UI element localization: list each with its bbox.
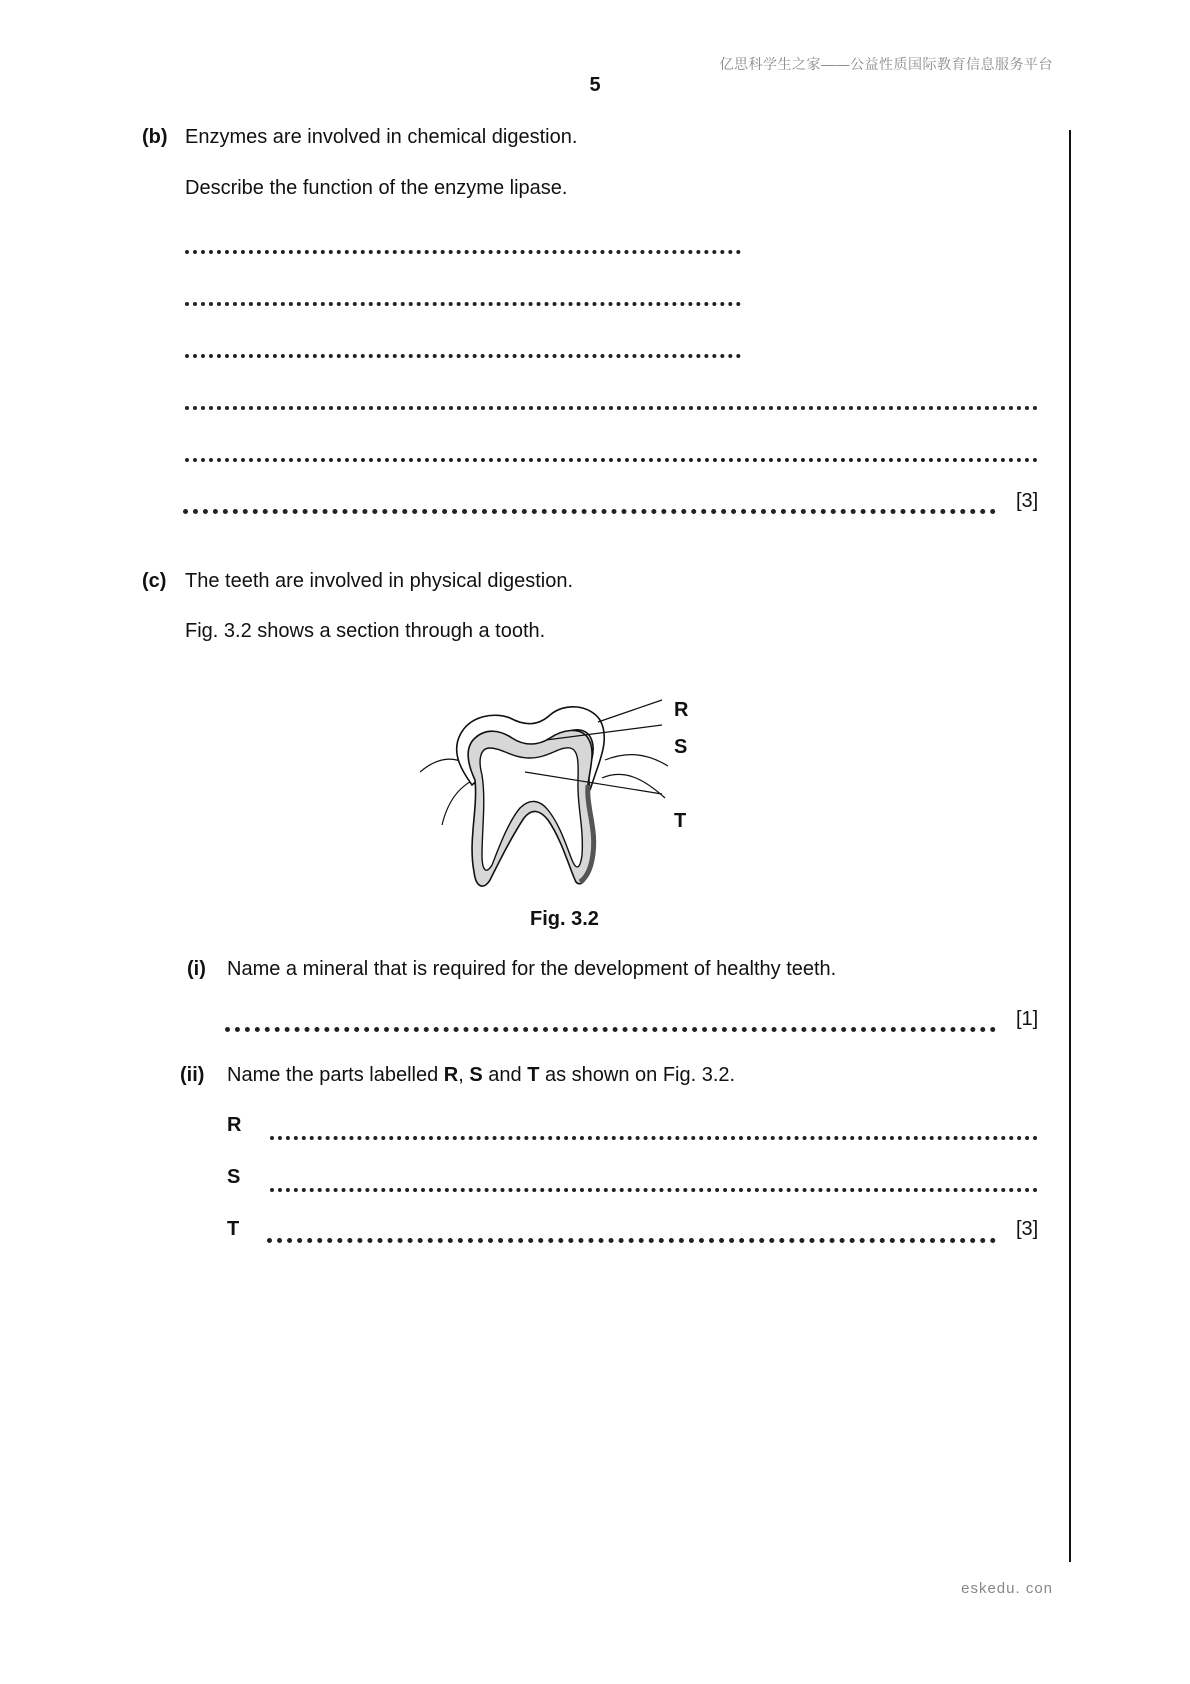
answer-label-t: T (227, 1218, 240, 1240)
page-number: 5 (589, 74, 601, 96)
answer-line-s[interactable] (270, 1188, 1038, 1192)
part-c-figure-intro: Fig. 3.2 shows a section through a tooth. (185, 620, 546, 642)
question-label-b: (b) (142, 126, 168, 148)
marks-c-i: [1] (1016, 1008, 1039, 1030)
part-b-statement: Enzymes are involved in chemical digestion. (185, 126, 578, 148)
answer-line-b-6[interactable] (183, 509, 996, 514)
footer-site: eskedu. con (961, 1580, 1053, 1597)
q-letter-s: S (469, 1064, 483, 1086)
q-letter-t: T (527, 1064, 540, 1086)
answer-line-r[interactable] (270, 1136, 1038, 1140)
answer-line-c-i[interactable] (225, 1027, 996, 1032)
marks-c-ii: [3] (1016, 1218, 1039, 1240)
part-c-i-question: Name a mineral that is required for the development of healthy teeth. (227, 958, 837, 980)
q-part2: as shown on Fig. 3.2. (539, 1064, 736, 1086)
figure-caption: Fig. 3.2 (530, 908, 599, 930)
fig-label-r: R (674, 699, 689, 721)
q-part1: Name the parts labelled (227, 1064, 444, 1086)
answer-label-s: S (227, 1166, 241, 1188)
part-c-ii-question (227, 1064, 735, 1087)
leader-line-r (598, 700, 662, 722)
answer-line-b-2[interactable] (185, 302, 741, 306)
answer-line-t[interactable] (267, 1238, 996, 1243)
q-comma: , (458, 1064, 470, 1086)
part-c-statement: The teeth are involved in physical digestion. (185, 570, 574, 592)
fig-label-t: T (674, 810, 687, 832)
answer-line-b-4[interactable] (185, 406, 1038, 410)
marks-b: [3] (1016, 490, 1039, 512)
question-label-c: (c) (142, 570, 167, 592)
part-b-instruction: Describe the function of the enzyme lipase. (185, 177, 568, 199)
tooth-diagram (420, 660, 740, 910)
answer-line-b-3[interactable] (185, 354, 741, 358)
answer-line-b-5[interactable] (185, 458, 1038, 462)
q-and: and (482, 1064, 528, 1086)
header-watermark: 亿思科学生之家——公益性质国际教育信息服务平台 (719, 56, 1053, 72)
answer-label-r: R (227, 1114, 242, 1136)
question-label-c-i: (i) (187, 958, 206, 980)
question-label-c-ii: (ii) (180, 1064, 205, 1086)
fig-label-s: S (674, 736, 688, 758)
q-letter-r: R (443, 1064, 459, 1086)
margin-line (1069, 130, 1071, 1562)
answer-line-b-1[interactable] (185, 250, 741, 254)
gum-line-right-1 (605, 755, 668, 766)
